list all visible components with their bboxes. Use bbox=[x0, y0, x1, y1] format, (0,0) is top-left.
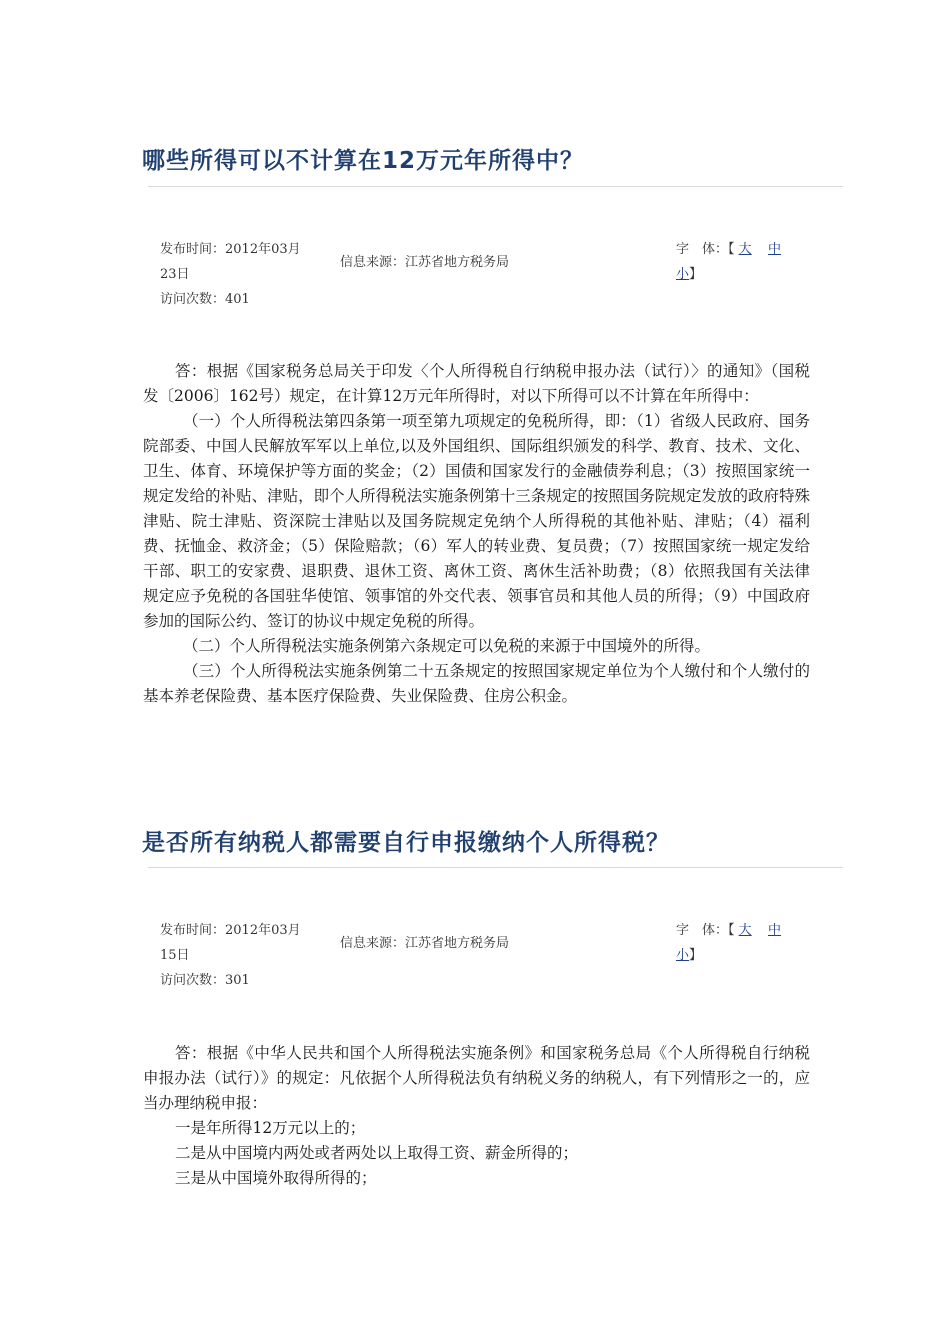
title-divider bbox=[148, 867, 843, 868]
paragraph: （一）个人所得税法第四条第一项至第九项规定的免税所得，即：（1）省级人民政府、国务院部委、中国人民解放军军以上单位,以及外国组织、国际组织颁发的科学、教育、技术、文化、卫生、体育、环境保护等方面的奖金；（2）国债和国家发行的金融债券利息；（3）按照国家统一规定发给的补贴、津贴，即个人所得税法实施条例第十三条规定的按照国务院规定发放的政府特殊津贴、院士津贴、资深院士津贴以及国务院规定免纳个人所得税的其他补贴、津贴；（4）福利费、抚恤金、救济金；（5）保险赔款；（6）军人的转业费、复员费；（7）按照国家统一规定发给干部、职工的安家费、退职费、退休工资、离休工资、离休生活补助费；（8）依照我国有关法律规定应予免税的各国驻华使馆、领事馆的外交代表、领事官员和其他人员的所得；（9）中国政府参加的国际公约、签订的协议中规定免税的所得。 bbox=[143, 412, 810, 630]
font-size-switcher bbox=[676, 918, 826, 968]
publish-day: 15日 bbox=[160, 948, 190, 963]
info-source: 信息来源：江苏省地方税务局 bbox=[340, 255, 510, 270]
paragraph: 答：根据《国家税务总局关于印发〈个人所得税自行纳税申报办法（试行）〉的通知》（国税发〔2006〕162号）规定，在计算12万元年所得时，对以下所得可以不计算在年所得中： bbox=[143, 362, 810, 405]
paragraph: 一是年所得12万元以上的； bbox=[175, 1119, 366, 1137]
article-title: 是否所有纳税人都需要自行申报缴纳个人所得税？ bbox=[142, 830, 670, 856]
title-divider bbox=[148, 186, 843, 187]
paragraph: （三）个人所得税法实施条例第二十五条规定的按照国家规定单位为个人缴付和个人缴付的基本养老保险费、基本医疗保险费、失业保险费、住房公积金。 bbox=[143, 662, 810, 705]
paragraph: （二）个人所得税法实施条例第六条规定可以免税的来源于中国境外的所得。 bbox=[183, 637, 711, 655]
publish-time: 发布时间：2012年03月 bbox=[160, 923, 301, 938]
font-large-link[interactable]: 大 bbox=[738, 242, 752, 257]
font-small-link[interactable]: 小 bbox=[676, 948, 690, 963]
publish-time: 发布时间：2012年03月 bbox=[160, 242, 301, 257]
paragraph: 三是从中国境外取得所得的； bbox=[175, 1169, 377, 1187]
article-meta-left bbox=[160, 918, 330, 993]
paragraph: 二是从中国境内两处或者两处以上取得工资、薪金所得的； bbox=[175, 1144, 579, 1162]
font-large-link[interactable]: 大 bbox=[738, 923, 752, 938]
font-medium-link[interactable]: 中 bbox=[767, 923, 781, 938]
font-size-switcher bbox=[676, 237, 826, 287]
article-title: 哪些所得可以不计算在12万元年所得中？ bbox=[142, 148, 585, 174]
visit-count: 访问次数：301 bbox=[160, 973, 250, 988]
article-body bbox=[143, 1041, 810, 1191]
font-size-close: 】 bbox=[689, 267, 703, 282]
article-meta-left bbox=[160, 237, 330, 312]
font-medium-link[interactable]: 中 bbox=[767, 242, 781, 257]
article-body bbox=[143, 359, 810, 709]
paragraph: 答：根据《中华人民共和国个人所得税法实施条例》和国家税务总局《个人所得税自行纳税申报办法（试行）》的规定：凡依据个人所得税法负有纳税义务的纳税人，有下列情形之一的，应当办理纳税申报： bbox=[143, 1044, 810, 1112]
font-size-close: 】 bbox=[689, 948, 703, 963]
font-size-label: 字 体：【 bbox=[676, 923, 735, 938]
info-source: 信息来源：江苏省地方税务局 bbox=[340, 936, 510, 951]
font-small-link[interactable]: 小 bbox=[676, 267, 690, 282]
visit-count: 访问次数：401 bbox=[160, 292, 250, 307]
publish-day: 23日 bbox=[160, 267, 190, 282]
font-size-label: 字 体：【 bbox=[676, 242, 735, 257]
